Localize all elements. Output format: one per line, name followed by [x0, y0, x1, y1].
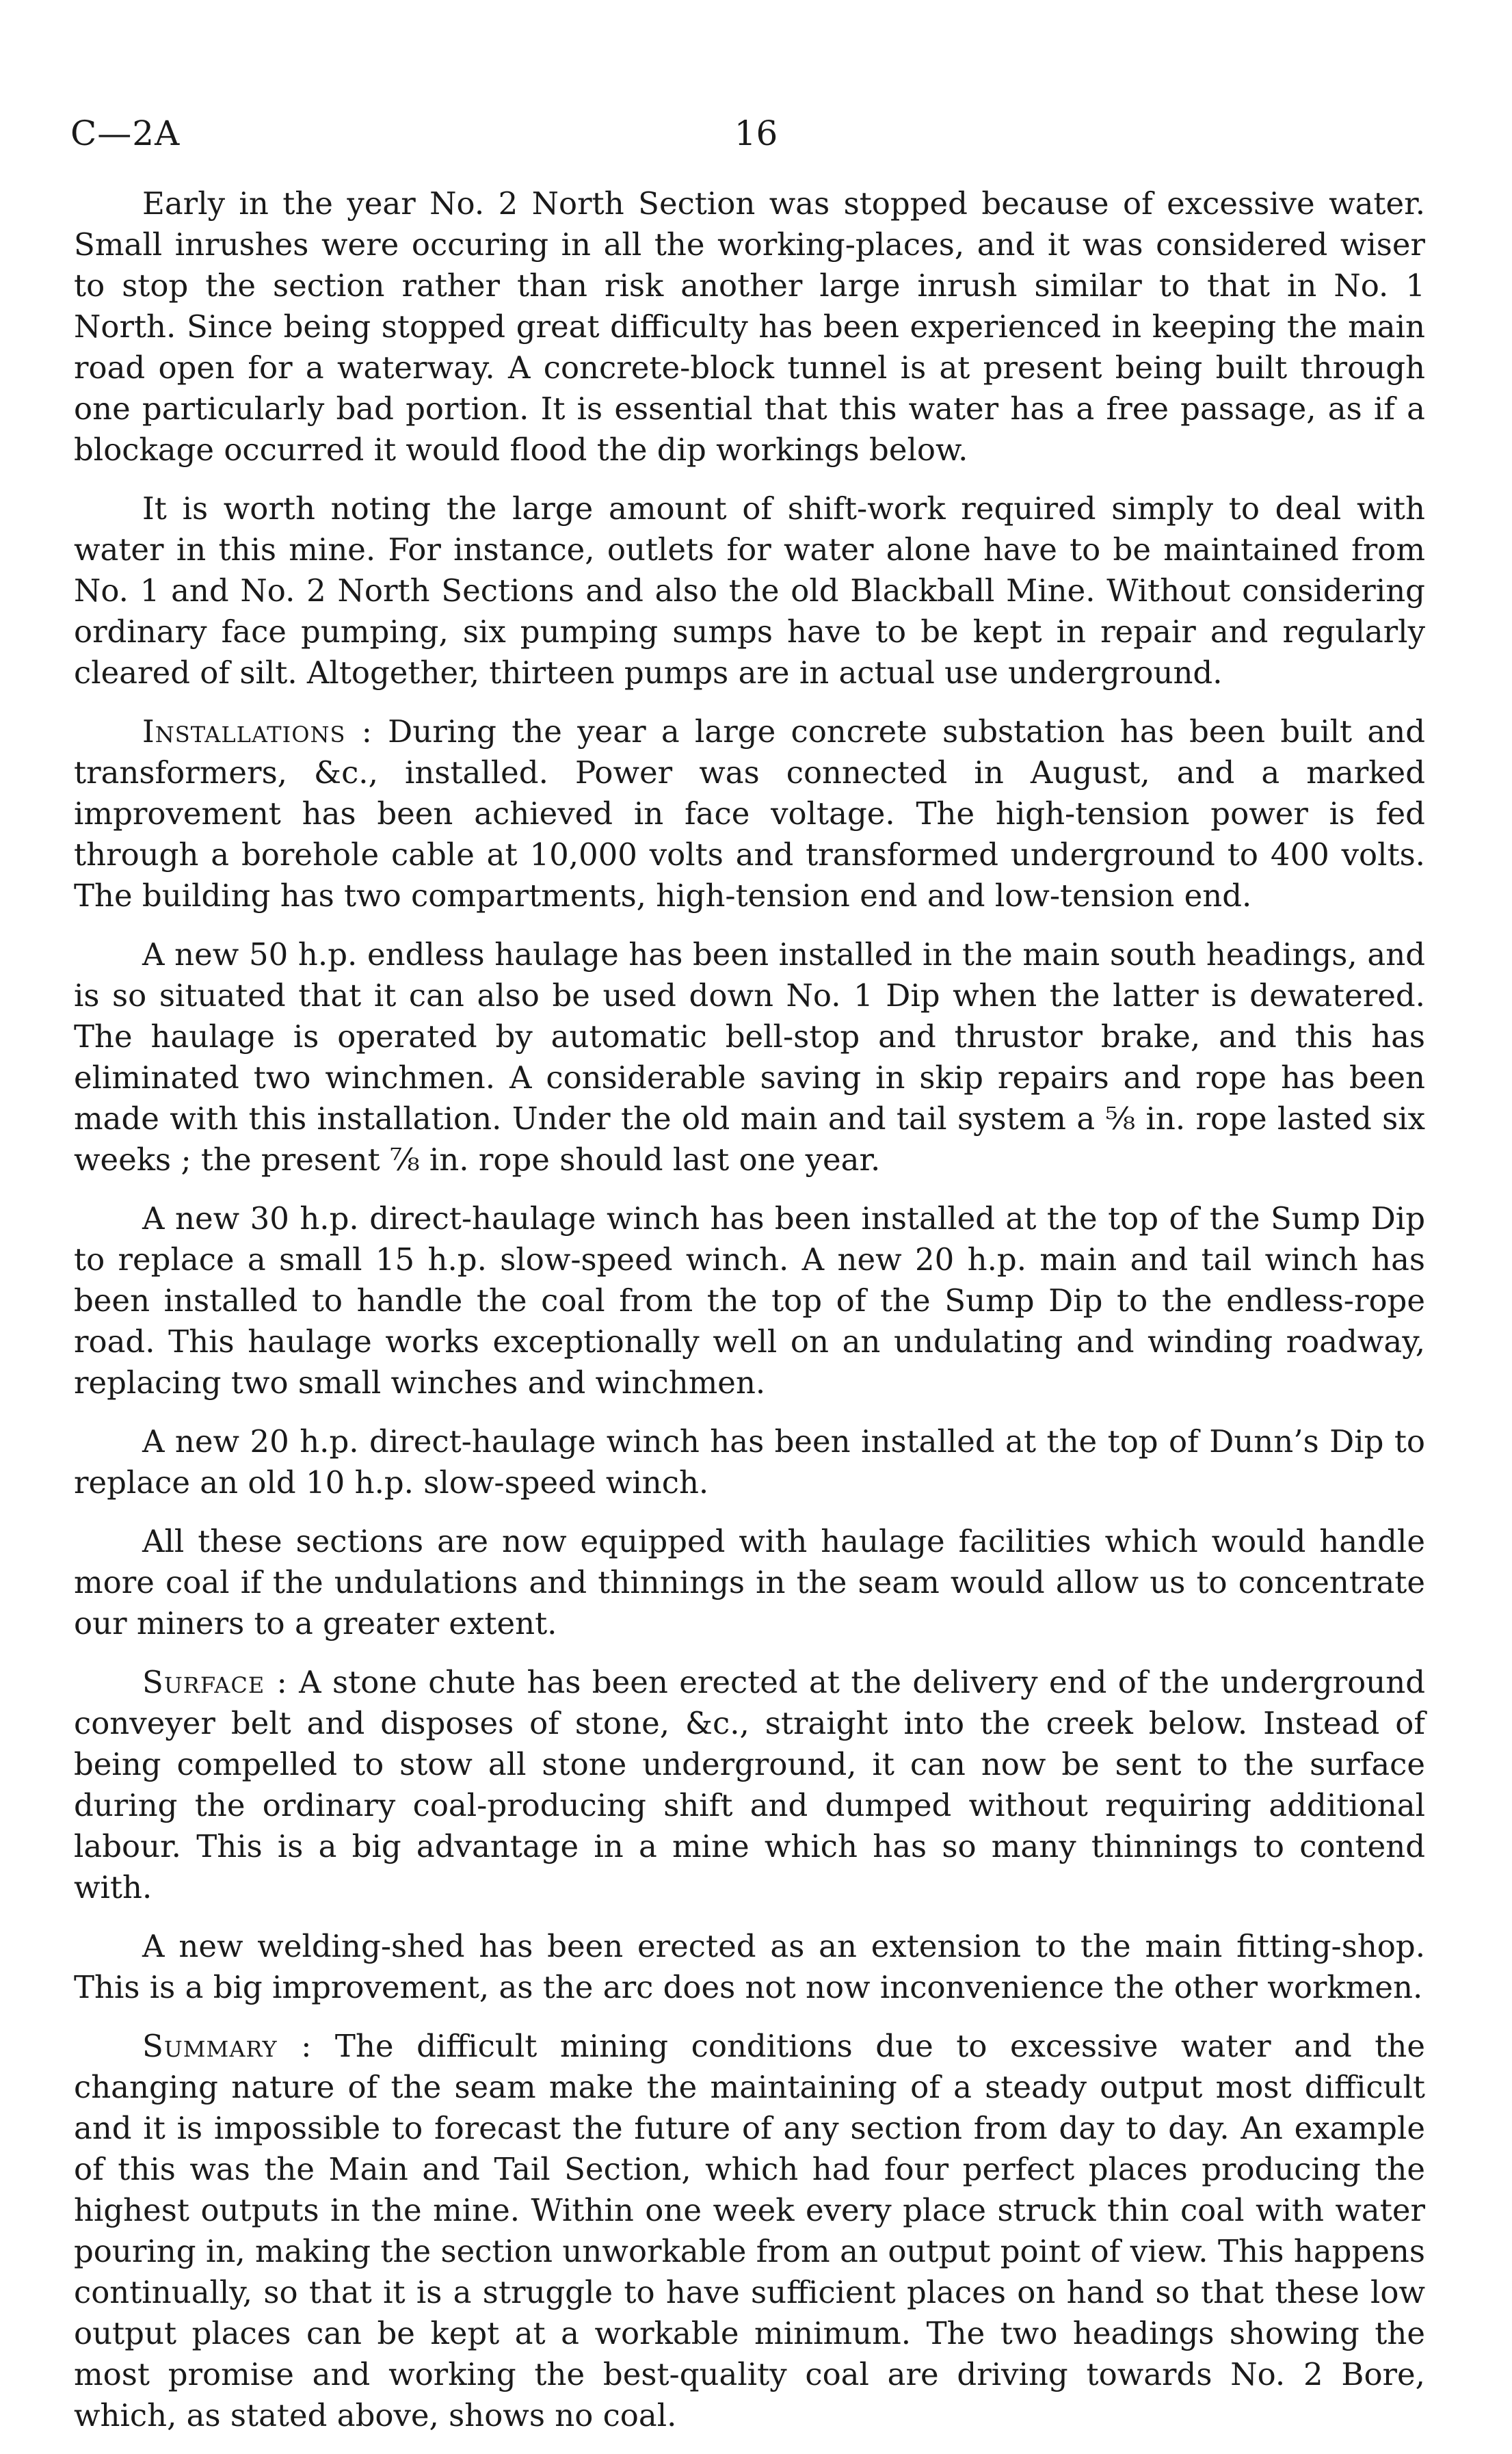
- paragraph-surface: [74, 1662, 1425, 1908]
- paragraph-text: A new welding-shed has been erected as an extension to the main fitting-shop. This is a big improvement, as the arc does not now inconvenience the other workmen.: [74, 1928, 1425, 2005]
- page-header: [70, 109, 1442, 157]
- paragraph-dunns-dip-winch: [74, 1421, 1425, 1503]
- paragraph-welding-shed: [74, 1926, 1425, 2008]
- page-body: [74, 183, 1425, 2454]
- section-heading-surface: Surface :: [142, 1664, 288, 1700]
- paragraph-shift-work: [74, 488, 1425, 694]
- paragraph-summary: [74, 2026, 1425, 2436]
- paragraph-text: Early in the year No. 2 North Section was stopped because of excessive water. Small inrushes were occuring in all the working-places, and it was considered wiser to stop the section rather than risk another large inrush similar to that in No. 1 North. Since being stopped great difficulty has been experienced in keeping the main road open for a waterway. A concrete-block tunnel is at present being built through one particularly bad portion. It is essential that this water has a free passage, as if a blockage occurred it would flood the dip workings below.: [74, 185, 1425, 468]
- paragraph-water-no2-north: [74, 183, 1425, 471]
- page-number: 16: [734, 114, 778, 153]
- paragraph-text: A new 30 h.p. direct-haulage winch has been installed at the top of the Sump Dip to replace a small 15 h.p. slow-speed winch. A new 20 h.p. main and tail winch has been installed to handle the coal from the top of the Sump Dip to the endless-rope road. This haulage works exceptionally well on an undulating and winding roadway, replacing two small winches and winchmen.: [74, 1200, 1425, 1401]
- paragraph-text: A stone chute has been erected at the delivery end of the underground conveyer belt and disposes of stone, &c., straight into the creek below. Instead of being compelled to stow all stone underground, it can now be sent to the surface during the ordinary coal-producing shift and dumped without requiring additional labour. This is a big advantage in a mine which has so many thinnings to contend with.: [74, 1664, 1426, 1905]
- paragraph-text: It is worth noting the large amount of shift-work required simply to deal with water in this mine. For instance, outlets for water alone have to be maintained from No. 1 and No. 2 North Sections and also the old Blackball Mine. Without considering ordinary face pumping, six pumping sumps have to be kept in repair and regularly cleared of silt. Altogether, thirteen pumps are in actual use underground.: [74, 490, 1425, 691]
- paragraph-text: All these sections are now equipped with haulage facilities which would handle more coal if the undulations and thinnings in the seam would allow us to concentrate our miners to a greater extent.: [74, 1523, 1425, 1641]
- paragraph-text: The difficult mining conditions due to excessive water and the changing nature of the seam make the maintaining of a steady output most difficult and it is impossible to forecast the future of any section from day to day. An example of this was the Main and Tail Section, which had four perfect places producing the highest outputs in the mine. Within one week every place struck thin coal with water pouring in, making the section unworkable from an output point of view. This happens continually, so that it is a struggle to have sufficient places on hand so that these low output places can be kept at a workable minimum. The two headings showing the most promise and working the best-quality coal are driving towards No. 2 Bore, which, as stated above, shows no coal.: [74, 2028, 1425, 2433]
- paragraph-text: During the year a large concrete substation has been built and transformers, &c., installed. Power was connected in August, and a marked improvement has been achieved in face voltage. The high-tension power is fed through a borehole cable at 10,000 volts and transformed underground to 400 volts. The building has two compartments, high-tension end and low-tension end.: [74, 713, 1426, 914]
- paragraph-endless-haulage: [74, 934, 1425, 1180]
- paragraph-text: A new 20 h.p. direct-haulage winch has been installed at the top of Dunn’s Dip to replace an old 10 h.p. slow-speed winch.: [74, 1423, 1425, 1501]
- section-heading-installations: Installations :: [142, 713, 373, 750]
- paragraph-sump-dip-winch: [74, 1198, 1425, 1403]
- paragraph-installations: [74, 711, 1425, 916]
- paragraph-haulage-facilities: [74, 1521, 1425, 1644]
- document-reference: C—2A: [70, 114, 181, 153]
- section-heading-summary: Summary :: [142, 2028, 313, 2064]
- paragraph-text: A new 50 h.p. endless haulage has been installed in the main south headings, and is so situated that it can also be used down No. 1 Dip when the latter is dewatered. The haulage is operated by automatic bell-stop and thrustor brake, and this has eliminated two winchmen. A considerable saving in skip repairs and rope has been made with this installation. Under the old main and tail system a ⅝ in. rope lasted six weeks ; the present ⅞ in. rope should last one year.: [74, 936, 1425, 1178]
